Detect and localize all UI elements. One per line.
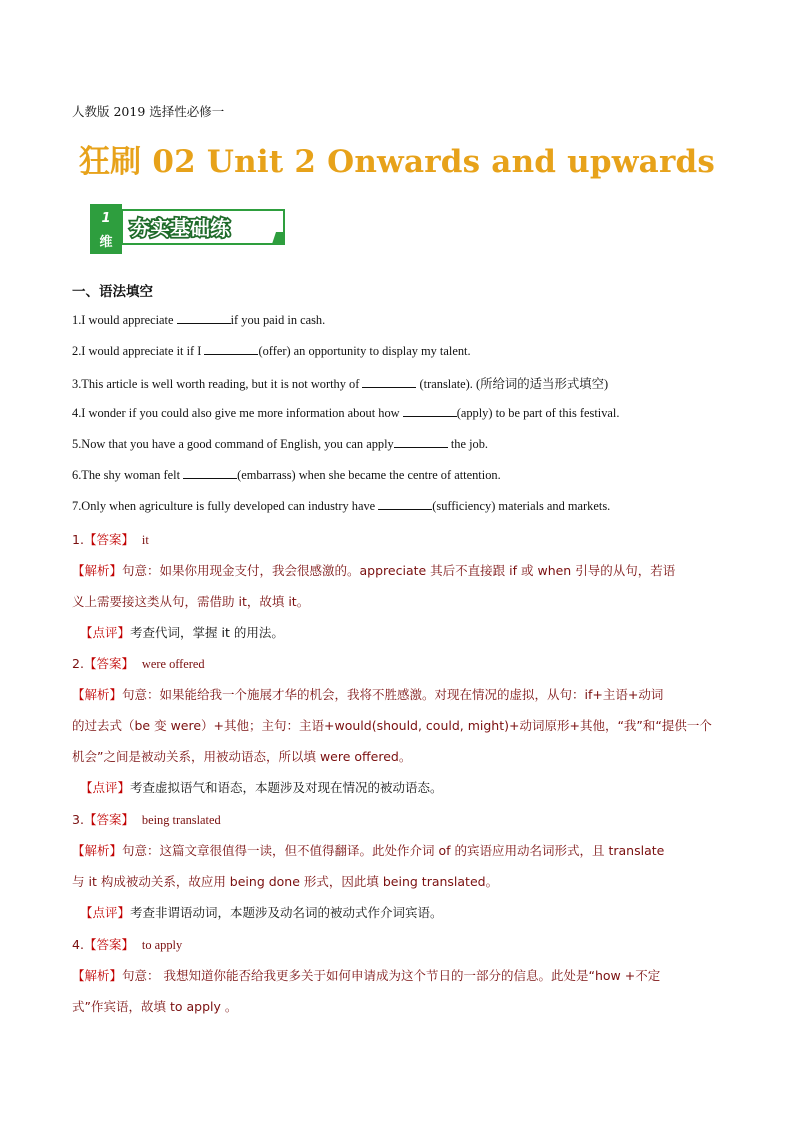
analysis-text: 句意：如果你用现金支付，我会很感激的。appreciate 其后不直接跟 if 或 when 引导的从句，若语 bbox=[122, 563, 676, 578]
answer-2-line bbox=[72, 654, 205, 672]
analysis-tag: 【解析】 bbox=[72, 843, 123, 858]
answer-blank bbox=[177, 312, 231, 324]
answer-tag: 【答案】 bbox=[83, 532, 134, 547]
answer-value: were offered bbox=[141, 657, 205, 671]
answer-tag: 【答案】 bbox=[83, 937, 134, 952]
question-text: (embarrass) when she became the centre of attention. bbox=[237, 468, 501, 482]
comment-tag: 【点评】 bbox=[80, 905, 131, 920]
answer-tag: 【答案】 bbox=[83, 656, 134, 671]
section-heading: 一、语法填空 bbox=[72, 284, 153, 300]
question-7 bbox=[72, 498, 610, 514]
answer-number: 4. bbox=[72, 937, 84, 952]
comment-text: 考查虚拟语气和语态，本题涉及对现在情况的被动语态。 bbox=[130, 780, 443, 795]
analysis-text: 与 it 构成被动关系，故应用 being done 形式，因此填 being translated。 bbox=[72, 874, 499, 889]
analysis-1-line-1 bbox=[72, 561, 675, 579]
question-3 bbox=[72, 374, 608, 392]
answer-tag: 【答案】 bbox=[83, 812, 134, 827]
analysis-2-line-3 bbox=[72, 747, 411, 765]
analysis-1-line-2 bbox=[72, 592, 309, 610]
analysis-4-line-1 bbox=[72, 966, 660, 984]
comment-text: 考查代词，掌握 it 的用法。 bbox=[130, 625, 284, 640]
banner-number: 1 bbox=[101, 211, 111, 226]
answer-4-line bbox=[72, 935, 182, 953]
answer-blank bbox=[403, 405, 457, 417]
answer-1-line bbox=[72, 530, 149, 548]
answer-blank bbox=[204, 343, 258, 355]
question-text: 4.I wonder if you could also give me more information about how bbox=[72, 406, 403, 420]
analysis-text: 机会”之间是被动关系，用被动语态，所以填 were offered。 bbox=[72, 749, 412, 764]
analysis-4-line-2 bbox=[72, 997, 237, 1015]
analysis-text: 的过去式（be 变 were）+其他；主句：主语+would(should, could, might)+动词原形+其他，“我”和“提供一个 bbox=[72, 718, 712, 733]
answer-blank bbox=[362, 376, 416, 388]
analysis-text: 义上需要接这类从句，需借助 it，故填 it。 bbox=[72, 594, 310, 609]
page-title: 狂刷 02 Unit 2 Onwards and upwards bbox=[78, 144, 716, 180]
question-6 bbox=[72, 467, 501, 483]
answer-blank bbox=[378, 498, 432, 510]
answer-number: 3. bbox=[72, 812, 84, 827]
question-text: the job. bbox=[447, 437, 489, 451]
question-text: (translate). (所给词的适当形式填空) bbox=[416, 377, 609, 391]
analysis-2-line-1 bbox=[72, 685, 663, 703]
section-banner bbox=[90, 204, 290, 254]
question-2 bbox=[72, 343, 471, 359]
analysis-3-line-2 bbox=[72, 872, 498, 890]
question-text: 1.I would appreciate bbox=[72, 313, 177, 327]
question-text: (apply) to be part of this festival. bbox=[456, 406, 620, 420]
analysis-tag: 【解析】 bbox=[72, 687, 123, 702]
answer-value: it bbox=[141, 533, 149, 547]
comment-tag: 【点评】 bbox=[80, 625, 131, 640]
question-text: 6.The shy woman felt bbox=[72, 468, 184, 482]
answer-blank bbox=[394, 436, 448, 448]
comment-text: 考查非谓语动词，本题涉及动名词的被动式作介词宾语。 bbox=[130, 905, 443, 920]
analysis-2-line-2 bbox=[72, 716, 712, 734]
comment-3-line bbox=[80, 903, 443, 921]
question-text: (sufficiency) materials and markets. bbox=[432, 499, 611, 513]
question-4 bbox=[72, 405, 619, 421]
banner-wei: 维 bbox=[99, 235, 113, 250]
comment-tag: 【点评】 bbox=[80, 780, 131, 795]
analysis-text: 句意：如果能给我一个施展才华的机会，我将不胜感激。对现在情况的虚拟，从句：if+主语+动词 bbox=[122, 687, 664, 702]
comment-2-line bbox=[80, 778, 443, 796]
question-text: 5.Now that you have a good command of English, you can apply bbox=[72, 437, 394, 451]
analysis-tag: 【解析】 bbox=[72, 563, 123, 578]
analysis-tag: 【解析】 bbox=[72, 968, 123, 983]
question-text: 3.This article is well worth reading, but it is not worthy of bbox=[72, 377, 363, 391]
answer-number: 1. bbox=[72, 532, 84, 547]
question-text: 7.Only when agriculture is fully developed can industry have bbox=[72, 499, 379, 513]
analysis-3-line-1 bbox=[72, 841, 664, 859]
comment-1-line bbox=[80, 623, 284, 641]
banner-label: 夯实基础练 bbox=[130, 216, 230, 240]
question-text: 2.I would appreciate it if I bbox=[72, 344, 205, 358]
answer-number: 2. bbox=[72, 656, 84, 671]
question-5 bbox=[72, 436, 488, 452]
answer-3-line bbox=[72, 810, 221, 828]
question-1 bbox=[72, 312, 325, 328]
answer-value: being translated bbox=[141, 813, 221, 827]
analysis-text: 句意：这篇文章很值得一读，但不值得翻译。此处作介词 of 的宾语应用动名词形式，且 translate bbox=[122, 843, 665, 858]
answer-value: to apply bbox=[141, 938, 183, 952]
textbook-subtitle: 人教版 2019 选择性必修一 bbox=[72, 104, 225, 119]
answer-blank bbox=[183, 467, 237, 479]
analysis-text: 式”作宾语，故填 to apply 。 bbox=[72, 999, 238, 1014]
question-text: if you paid in cash. bbox=[230, 313, 326, 327]
analysis-text: 句意： 我想知道你能否给我更多关于如何申请成为这个节日的一部分的信息。此处是“how +不定 bbox=[122, 968, 661, 983]
question-text: (offer) an opportunity to display my talent. bbox=[258, 344, 471, 358]
